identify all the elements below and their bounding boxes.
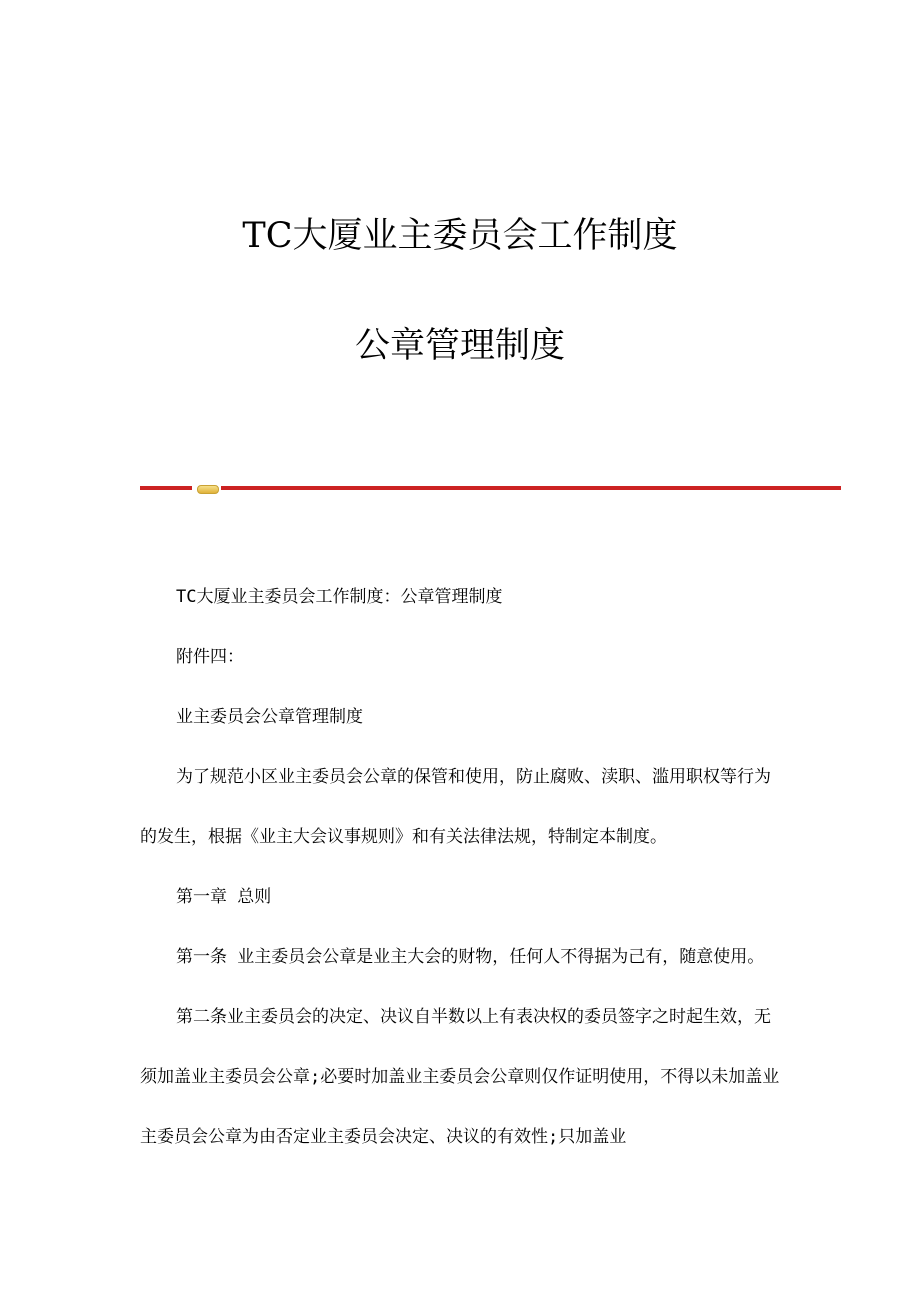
paragraph-heading: TC大厦业主委员会工作制度：公章管理制度: [176, 587, 503, 607]
document-subtitle: 公章管理制度: [354, 326, 565, 366]
paragraph-attachment: 附件四：: [176, 647, 244, 667]
divider-bar-left: [140, 486, 192, 490]
paragraph-chapter-one: 第一章 总则: [176, 887, 272, 907]
paragraph-article-two: 第二条业主委员会的决定、决议自半数以上有表决权的委员签字之时起生效，无须加盖业主委员会公章;必要时加盖业主委员会公章则仅作证明使用，不得以未加盖业主委员会公章为由否定业主委员会决定、决议的有效性;只加盖业: [140, 1007, 780, 1147]
decorative-divider: [140, 485, 841, 493]
divider-bar-right: [221, 486, 841, 490]
paragraph-section-title: 业主委员会公章管理制度: [176, 707, 363, 727]
paragraph-preamble: 为了规范小区业主委员会公章的保管和使用，防止腐败、渎职、滥用职权等行为的发生，根据《业主大会议事规则》和有关法律法规，特制定本制度。: [140, 767, 771, 847]
document-body: [140, 567, 780, 1167]
divider-gem-icon: [197, 485, 219, 494]
document-title: TC大厦业主委员会工作制度: [242, 216, 678, 256]
paragraph-article-one: 第一条 业主委员会公章是业主大会的财物，任何人不得据为己有，随意使用。: [176, 947, 765, 967]
